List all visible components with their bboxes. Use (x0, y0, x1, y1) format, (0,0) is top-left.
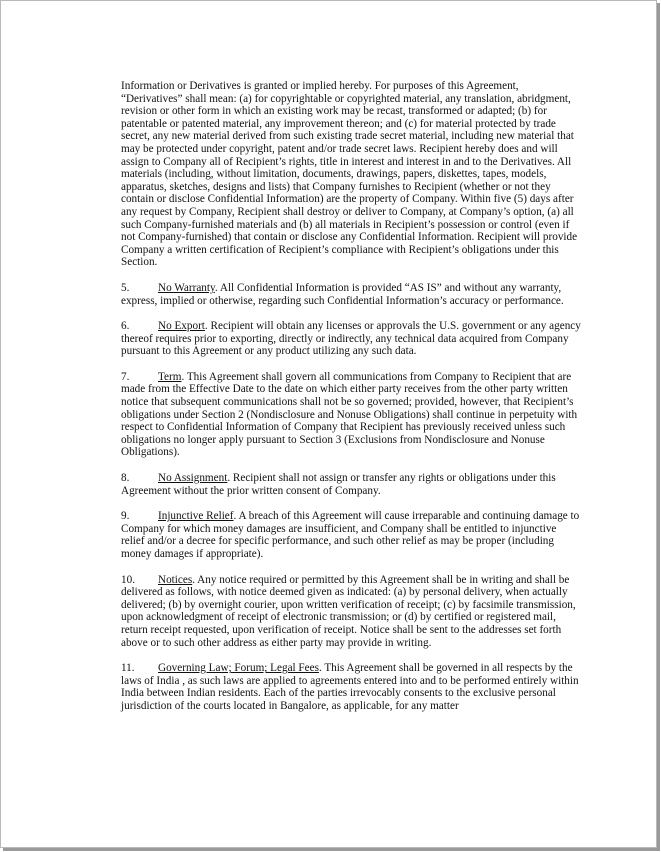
section-number: 7. (121, 370, 130, 383)
section-number: 10. (121, 573, 135, 586)
paragraph-text: Information or Derivatives is granted or implied hereby. For purposes of this Agreement, “Derivatives” shall mean: (a) for copyrightable or copyrighted material, any translation, abridgment, revision or other form in which an existing work may be recast, transformed or adapted; (b) for patentable or patented material, any improvement thereon; and (c) for material protected by trade secret, any new material derived from such existing trade secret material, including new material that may be protected under copyright, patent and/or trade secret laws. Recipient hereby does and will assign to Company all of Recipient’s rights, title in interest and interest in and to the Derivatives. All materials (including, without limitation, documents, drawings, papers, diskettes, tapes, models, apparatus, sketches, designs and lists) that Company furnishes to Recipient (whether or not they contain or disclose Confidential Information) are the property of Company. Within five (5) days after any request by Company, Recipient shall destroy or deliver to Company, at Company’s option, (a) all such Company-furnished materials and (b) all materials in Recipient’s possession or control (even if not Company-furnished) that contain or disclose any Confidential Information. Recipient will provide Company a written certification of Recipient’s compliance with Recipient’s obligations under this Section. (121, 80, 578, 269)
section-heading: No Assignment (158, 472, 228, 485)
section-text: . This Agreement shall be governed in all respects by the laws of India , as such laws are applied to agreements entered into and to be performed entirely within India between Indian residents. Each of the parties irrevocably consents to the exclusive personal jurisdiction of the courts located in Bangalore, as applicable, for any matter (121, 662, 579, 712)
section-text: . This Agreement shall govern all communications from Company to Recipient that are made from the Effective Date to the date on which either party receives from the other party written notice that subsequent communications shall not be so governed; provided, however, that Recipient’s obligations under Section 2 (Nondisclosure and Nonuse Obligations) shall continue in perpetuity with respect to Confidential Information of Company that Recipient has previously received unless such obligations no longer apply pursuant to Section 3 (Exclusions from Nondisclosure and Nonuse Obligations). (121, 370, 578, 459)
section-number: 6. (121, 320, 130, 333)
section-text: . Recipient will obtain any licenses or approvals the U.S. government or any agency thereof requires prior to exporting, directly or indirectly, any technical data acquired from Company pursuant to this Agreement or any product utilizing any such data. (121, 320, 581, 358)
section-no-warranty (121, 282, 581, 307)
section-heading: Governing Law; Forum; Legal Fees (158, 662, 319, 675)
document-body (121, 80, 581, 713)
section-heading: Injunctive Relief (158, 510, 234, 523)
section-text: . A breach of this Agreement will cause irreparable and continuing damage to Company for which money damages are insufficient, and Company shall be entitled to injunctive relief and/or a decree for specific performance, and such other relief as may be proper (including money damages if appropriate). (121, 510, 580, 560)
section-term (121, 371, 581, 459)
section-heading: Notices (158, 573, 193, 586)
section-heading: Term (158, 370, 182, 383)
section-number: 11. (121, 662, 135, 675)
section-number: 9. (121, 510, 130, 523)
section-no-assignment (121, 472, 581, 497)
paragraph-derivatives-continued (121, 80, 581, 269)
section-heading: No Warranty (158, 281, 215, 294)
section-injunctive-relief (121, 510, 581, 560)
section-governing-law (121, 662, 581, 712)
section-number: 5. (121, 281, 130, 294)
section-no-export (121, 320, 581, 358)
section-text: . Recipient shall not assign or transfer any rights or obligations under this Agreement without the prior written consent of Company. (121, 472, 556, 497)
section-notices (121, 574, 581, 650)
section-heading: No Export (158, 320, 205, 333)
section-text: . Any notice required or permitted by this Agreement shall be in writing and shall be delivered as follows, with notice deemed given as indicated: (a) by personal delivery, when actually delivered; (b) by overnight courier, upon written verification of receipt; (c) by facsimile transmission, upon acknowledgment of receipt of electronic transmission; or (d) by certified or registered mail, return receipt requested, upon verification of receipt. Notice shall be sent to the addresses set forth above or to such other address as either party may provide in writing. (121, 573, 576, 649)
section-number: 8. (121, 472, 130, 485)
section-text: . All Confidential Information is provided “AS IS” and without any warranty, express, implied or otherwise, regarding such Confidential Information’s accuracy or performance. (121, 281, 564, 307)
